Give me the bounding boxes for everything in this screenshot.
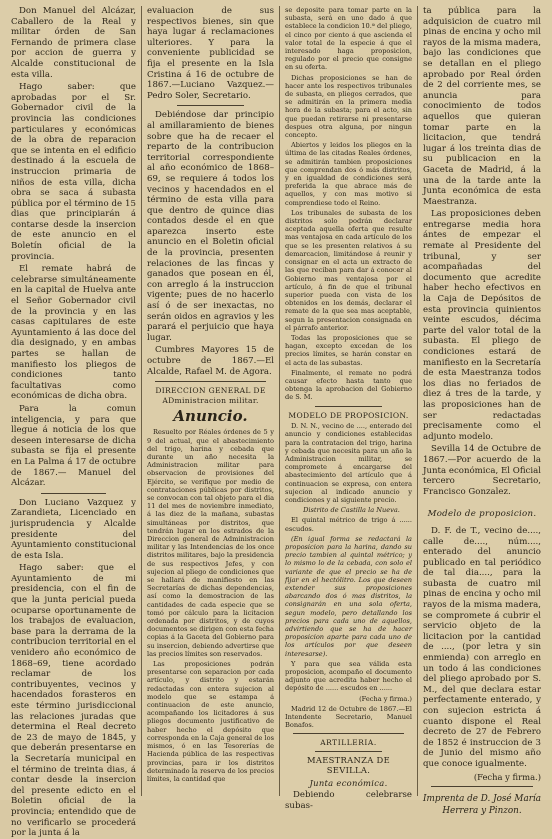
maestranza-signature: Sevilla 14 de Octubre de 1867.—Por acuerdo de la Junta económica, El Oficial tercero Secretario, Francisco Gonzalez. [423,444,541,497]
modelo-date: Madrid 12 de Octubre de 1867.—El Intendente Secretario, Manuel Bonafos. [285,704,412,730]
notice-1-closing: Para la comun inteligencia, y para que llegue á noticia de los que deseen interesarse de dicha subasta se fija el presente en La Palma á 17 de octubre de 1867.— Manuel del Alcázar. [11,403,136,489]
divider [431,786,533,787]
notice-1-auction: El remate habrá de celebrarse simultáneamente en la capital de Huelva ante el Señor Gobernador civil de la provincia y en las casas capitulares de este Ayuntamiento á las doce del dia designado, y en ambas partes se hallan de manifiesto los pliegos de condiciones tanto facultativas como económicas de dicha obra. [11,264,136,402]
modelo-body: D. N. N., vecino de ...., enterado del anuncio y condiciones establecidas para la contratacion del trigo, harina y cebada que necesita para un año la Administracion militar, se compromete á encargarse del abastecimiento del artículo que á continuacion se expresa, con entera sujecion al indicado anuncio y condiciones y al siguiente precio. [285,422,412,504]
notice-2-body: Hago saber: que el Ayuntamiento de mi presidencia, con el fin de que la junta pericial pueda ocuparse oportunamente de los trabajos de evaluacion, base para la derrama de la contribucion territorial en el venidero año económico de 1868–69, tiene acordado reclamar de los contribuyentes, vecinos y hacendados forasteros en este término jurisdiccional las relaciones juradas que determina el Real decreto de 23 de mayo de 1845, y que deberán presentarse en la Secretaría municipal en el término de treinta dias, á contar desde la insercion del presente edicto en el Boletin oficial de la provincia; entendido que de no verificarlo se procederá por la junta á la [11,563,136,839]
maestranza-modelo-heading: Modelo de proposicion. [427,509,537,520]
anuncio-continued-1: se deposite para tomar parte en la subasta, será en uno dado á que establece la condicion 10.ª del pliego, el cinco por ciento á que ascienda el valor total de la especie á que el interesado haga proposicion, regulado por el precio que consigne en su oferta. [285,6,412,72]
column-2 [142,6,280,796]
divider [155,381,266,382]
anuncio-continued-6: Finalmente, el remate no podrá causar efecto hasta tanto que obtenga la aprobacion del Gobierno de S. M. [285,368,412,402]
anuncio-continued-3: Abiertos y leidos los pliegos en la última de las citadas Reales órdenes, se admitirán tambien proposiciones que comprendan dos ó más distritos, y en igualdad de condiciones será preferida la que abrace más de aquellos, y con mas motivo si comprendiese todo el Reino. [285,141,412,207]
modelo-heading: MODELO DE PROPOSICION. [288,410,409,420]
maestranza-modelo-signature: (Fecha y firma.) [473,771,541,782]
column-3 [280,6,418,811]
modelo-signature: (Fecha y firma.) [359,694,412,703]
modelo-note: (En igual forma se redactará la proposicion para la harina, dando su precio tambien al quintal métrico; y lo mismo lo de la cebada, con solo el variante de que el precio se ha de fijar en el hectólitro. Los que deseen extender sus proposiciones abarcando dos ó mas distritos, la consignarán en una sola oferta, segun modelo, pero detallando los precios para cada uno de aquellos, advirtiendo que se ha de hacer proposicion aparte para cada uno de los artículos por que deseen interesarse). [285,534,412,658]
imprint-line-1: Imprenta de D. José María [423,793,541,804]
maestranza-body-2: Las proposiciones deben entregarse media hora ántes de empezar el remate al Presidente del tribunal, y ser acompañadas del documento que acredite haber hecho efectivos en la Caja de Depósitos de esta provincia quinientos veinte escudos, décima parte del valor total de la subasta. El pliego de condiciones estará de manifiesto en la Secretaría de esta Maestranza todos los dias no feriados de diez á tres de la tarde, y las proposiciones han de ser redactadas precisamente como el adjunto modelo. [423,209,541,442]
divider [315,406,382,407]
divider [293,733,404,734]
maestranza-modelo-body: D. F. de T., vecino de...., calle de...., núm...., enterado del anuncio publicado en tal periódico de tal dia...., para la subasta de cuatro mil pinas de encina y ocho mil rayos de la misma madera, se compromete á cubrir el servicio objeto de la licitacion por la cantidad de ...., (por letra y sin enmienda) con arreglo en un todo á las condiciones del pliego aprobado por S. M., del que declara estar perfectamente enterado, y con sujecion estricta á cuanto dispone el Real decreto de 27 de Febrero de 1852 é instruccion de 3 de Junio del mismo año que conoce igualmente. [423,525,541,769]
artilleria-heading: ARTILLERIA. [320,738,377,748]
notice-1-body: Hago saber: que aprobadas por el Sr. Gobernador civil de la provincia las condiciones particulares y económicas de la obra de reparacion que se intenta en el edificio destinado á la escuela de instruccion primaria de niños de esta villa, dicha obra se saca á subasta pública por el término de 15 dias que principiarán á contarse desde la insercion de este anuncio en el Boletín oficial de la provincia. [11,82,136,262]
maestranza-body-1: ta pública para la adquisicion de cuatro mil pinas de encina y ocho mil rayos de la misma madera, bajo las condiciones que se detallan en el pliego aprobado por Real órden de 2 del corriente mes, se anuncia para conocimiento de todos aquellos que quieran tomar parte en la licitacion, que tendrá lugar á los treinta dias de su publicacion en la Gaceta de Madrid, á la una de la tarde ante la Junta económica de esta Maestranza. [423,6,541,207]
anuncio-body-2: Las proposiciones podrán presentarse con separacion por cada artículo, y distrito y estarán redactadas con entera sujecion al modelo que se estampa á continuacion de este anuncio, acompañando los licitadores á sus pliegos documento justificativo de haber hecho el depósito que corresponda en la Caja general de los mismos, ó en las Tesorerías de Hacienda pública de las respectivas provincias, para ir los distritos determinado la reserva de los precios límites, la cantidad que [147,660,274,783]
modelo-district: Distrito de Castilla la Nueva. [303,506,400,515]
spacer [423,499,541,507]
divider [177,105,244,106]
imprint-line-2: Herrera y Pinzon. [442,805,522,816]
junta-heading: Junta económica. [309,777,388,788]
anuncio-continued-2: Dichas proposiciones se han de hacer ante los respectivos tribunales de subasta, en pliegos cerrados, que se admitirán en la primera media hora de la subasta; para el acto, sin que puedan retirarse ni presentarse despues otra alguna, por ningun concepto. [285,73,412,140]
modelo-price: El quintal métrico de trigo á ...... escudos. [285,516,412,533]
column-4 [418,6,546,816]
notice-2-continued: evaluacion de sus respectivos bienes, sin que haya lugar á reclamaciones ulteriores. Y para la conveniente publicidad se fija el presente en la Isla Cristina á 16 de octubre de 1867.—Luciano Vazquez.—Pedro Soler, Secretario. [147,6,274,101]
notice-3-body: Debiéndose dar principio al amillaramiento de bienes sobre que ha de recaer el reparto de la contribucion territorial correspondiente al año económico de 1868–69, se requiere á todos los vecinos y hacendados en el término de esta villa para que dentro de quince dias contados desde el en que aparezca inserto este anuncio en el Boletin oficial de la provincia, presenten relaciones de las fincas y ganados que posean en él, con arreglo á la instruccion vigente; pues de no hacerlo así ó de ser inexactas, no serán oidos en agravios y les parará el perjuicio que haya lugar. [147,110,274,343]
columns [6,6,546,839]
divider [41,493,106,494]
notice-1-header: Don Manuel del Alcázar, Caballero de la Real y militar órden de San Fernando de primera clase por accion de guerra y Alcalde constitucional de esta villa. [11,6,136,80]
maestranza-body-start: Debiendo celebrarse subas- [285,790,412,811]
divider [315,751,382,752]
anuncio-continued-4: Los tribunales de subasta de los distritos solo podrán declarar aceptada aquella oferta que resulte mas ventajosa en cada artículo de los que se les presenten relativos á su demarcacion, limitándose á reunir y consignar en el acta un extracto de las que reciban para dar á conocer al Gobierno mas ventajosa por el artículo, á fin de que el tribunal superior pueda con vista de los obtenidos en los demás, declarar el remate de la que sea mas aceptable, segun la presentacion consignada en el párrafo anterior. [285,208,412,332]
maestranza-heading: MAESTRANZA DE SEVILLA. [306,755,390,776]
notice-3-signature: Cumbres Mayores 15 de octubre de 1867.—El Alcalde, Rafael M. de Agora. [147,345,274,377]
column-1 [6,6,142,839]
section-heading-direccion: DIRECCION GENERAL DE ADministracion militar. [155,386,266,405]
anuncio-title: Anuncio. [173,407,248,426]
modelo-deposit: Y para que sea válida esta proposicion, acompaño el documento adjunto que acredita haber hecho el depósito de ...... escudos en ...... [285,659,412,693]
notice-2-header: Don Luciano Vazquez y Zarandieta, Licenciado en jurisprudencia y Alcalde presidente del Ayuntamiento constitucional de esta Isla. [11,497,136,561]
anuncio-body-1: Resuelto por Réales órdenes de 5 y 9 del actual, que el abastecimiento del trigo, harina y cebada que durante un año necesita la Administracion militar para observacion de provisiones del Ejército, se verifique por medio de contrataciones públicas por distritos, se convocan con tal objeto para el dia 11 del mes de noviembre inmediato, á las diez de la mañana, subastas simultáneas por distritos, que tendrán lugar en los estrados de la Direccion general de Administracion militar y las Intendencias de los once distritos militares, bajo la presidencia de sus respectivos Jefes, y con sujecion al pliego de condiciones que se hallará de manifiesto en las Secretarías de dichas dependencias, así como la demostracion de las cantidades de cada especie que se tomó por cálculo para la licitacion ordenada por distritos, y de cuyos documentos se dirigen con esta fecha copias á la Gaceta del Gobierno para su insercion, debiendo advertirse que las precios límites son reservados. [147,428,274,658]
anuncio-continued-5: Todas las proposiciones que se hagan, excepto excedan de los precios límites, se harán constar en el acta de las subastas. [285,333,412,367]
